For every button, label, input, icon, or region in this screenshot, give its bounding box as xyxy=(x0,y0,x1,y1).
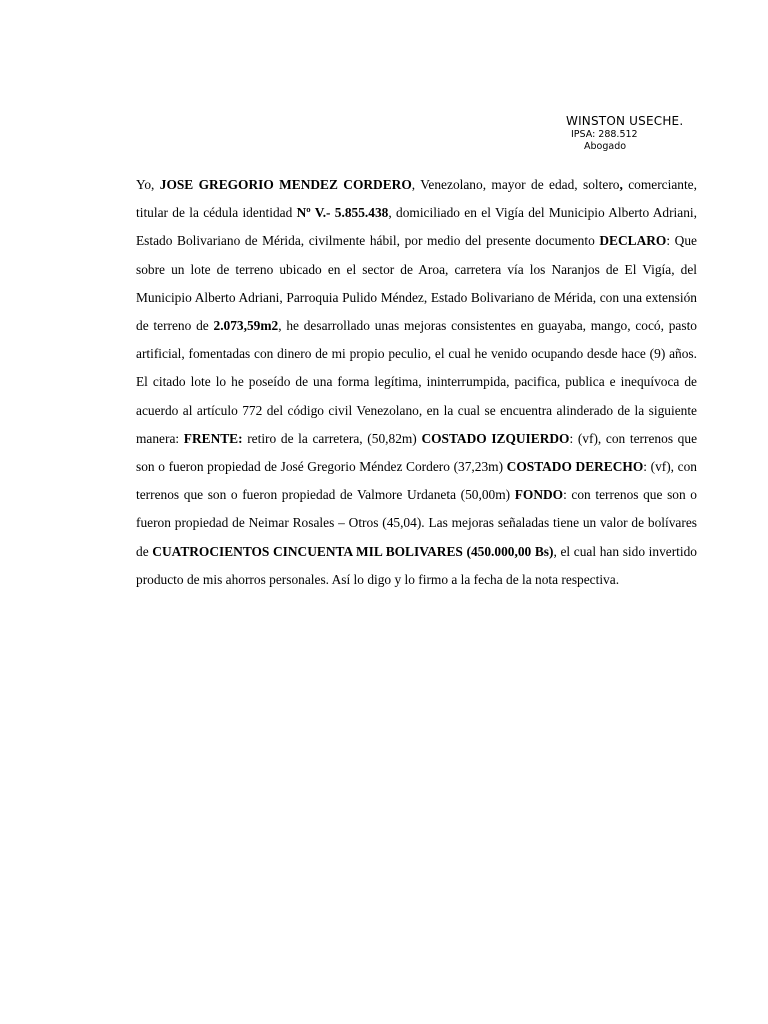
lawyer-title: Abogado xyxy=(584,141,627,152)
boundary-costado-izquierdo: COSTADO IZQUIERDO xyxy=(421,430,570,446)
text-segment: , el cual han sido invertido producto de mis ahorros personales. Así lo digo y lo firmo a la fecha de la nota respectiva. xyxy=(136,543,697,587)
text-segment: comerciante, titular de la cédula identidad xyxy=(136,177,697,221)
ipsa-number: IPSA: 288.512 xyxy=(571,129,638,140)
boundary-costado-derecho: COSTADO DERECHO xyxy=(506,459,644,475)
text-segment: : con terrenos que son o fueron propiedad de Neimar Rosales – Otros (45,04). Las mejoras señaladas tiene un valor de bolívares de xyxy=(136,487,697,559)
text-segment: : (vf), con terrenos que son o fueron propiedad de Valmore Urdaneta (50,00m) xyxy=(136,459,697,503)
text-segment: : (vf), con terrenos que son o fueron propiedad de José Gregorio Méndez Cordero (37,23m) xyxy=(136,430,698,475)
letterhead xyxy=(566,113,746,153)
boundary-fondo: FONDO xyxy=(514,487,564,503)
declaration-paragraph xyxy=(136,171,697,594)
text-segment: Yo, xyxy=(136,177,160,192)
text-segment: : Que sobre un lote de terreno ubicado en el sector de Aroa, carretera vía los Naranjos de El Vigía, del Municipio Alberto Adriani, Parroquia Pulido Méndez, Estado Bolivariano de Mérida, con una extensión de terreno de xyxy=(136,233,697,334)
land-area: 2.073,59m2 xyxy=(213,318,279,334)
improvement-value: CUATROCIENTOS CINCUENTA MIL BOLIVARES (450.000,00 Bs) xyxy=(152,543,554,559)
text-segment: , domiciliado en el Vigía del Municipio Alberto Adriani, Estado Bolivariano de Mérida, civilmente hábil, por medio del presente documento xyxy=(136,205,697,249)
id-number: Nº V.- 5.855.438 xyxy=(296,205,389,221)
bold-comma: , xyxy=(619,177,623,192)
declarant-name: JOSE GREGORIO MENDEZ CORDERO xyxy=(159,177,412,192)
declaro-keyword: DECLARO xyxy=(599,233,667,249)
text-segment: , Venezolano, mayor de edad, soltero xyxy=(411,177,620,192)
lawyer-name: WINSTON USECHE. xyxy=(566,114,684,128)
boundary-frente: FRENTE: xyxy=(183,430,243,446)
text-segment: , he desarrollado unas mejoras consistentes en guayaba, mango, cocó, pasto artificial, fomentadas con dinero de mi propio peculio, el cual he venido ocupando desde hace (9) años. El citado lote lo he poseído de una forma legítima, ininterrumpida, pacifica, publica e inequívoca de acuerdo al artículo 772 del código civil Venezolano, en la cual se encuentra alinderado de la siguiente manera: xyxy=(136,318,697,446)
text-segment: retiro de la carretera, (50,82m) xyxy=(242,430,422,446)
